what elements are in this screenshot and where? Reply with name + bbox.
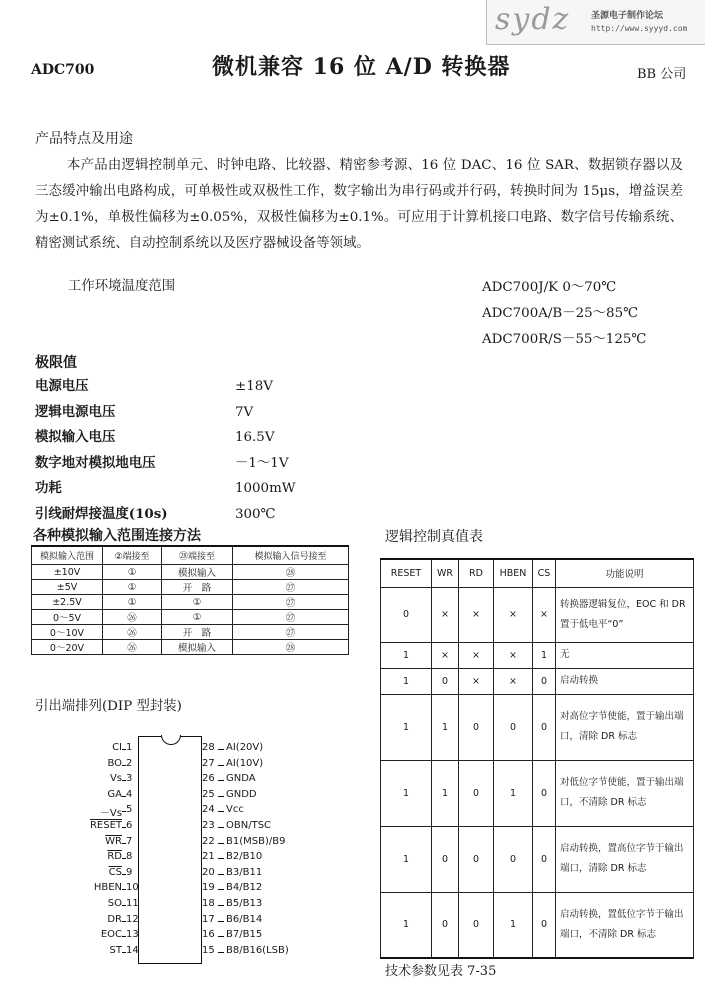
cell: 1 — [432, 760, 459, 826]
cell: ① — [162, 610, 233, 625]
header-cell: 模拟输入信号接至 — [233, 546, 349, 565]
cell: 启动转换，置低位字节于输出端口，不清除 DR 标志 — [556, 892, 694, 958]
pin-lead — [218, 905, 224, 906]
cell: 1 — [494, 760, 533, 826]
limit-row — [35, 476, 355, 502]
cell: ±5V — [32, 580, 103, 595]
pin-row-left — [70, 773, 140, 787]
pin-name: B1(MSB)/B9 — [226, 835, 286, 847]
pin-row-right — [200, 929, 360, 943]
pin-row-left — [70, 929, 140, 943]
temp-range-list — [482, 275, 646, 353]
cell: ㉗ — [233, 595, 349, 610]
pin-name: －Vs — [99, 808, 122, 820]
pin-name: $\overline{WR}$ — [105, 835, 122, 847]
pin-number: 2 — [126, 757, 133, 769]
pin-row-right — [200, 758, 360, 772]
pin-number: 28 — [202, 742, 215, 753]
table-header-row — [381, 559, 694, 587]
pin-lead — [218, 952, 224, 953]
pin-name: CI — [112, 742, 122, 753]
pin-name: ST — [109, 944, 122, 956]
pin-row-left — [70, 851, 140, 865]
cell: 0 — [459, 760, 494, 826]
pin-number: 22 — [202, 835, 215, 847]
table-row — [32, 565, 349, 580]
limit-label: 电源电压 — [35, 378, 89, 394]
pin-name: AI(10V) — [226, 757, 264, 769]
limit-value: 16.5V — [235, 430, 275, 445]
pin-row-left — [70, 867, 140, 881]
truth-table-heading: 逻辑控制真值表 — [385, 529, 483, 545]
cell: ㉗ — [233, 580, 349, 595]
pin-row-left — [70, 820, 140, 834]
cell: 1 — [381, 642, 432, 668]
pin-number: 5 — [126, 804, 133, 816]
pin-lead — [218, 811, 224, 812]
cell: ±2.5V — [32, 595, 103, 610]
limit-value: ±18V — [235, 379, 273, 394]
cell: 模拟输入 — [162, 565, 233, 580]
pinout-heading: 引出端排列(DIP 型封装) — [35, 699, 182, 714]
pin-name: B8/B16(LSB) — [226, 944, 289, 956]
table-row — [381, 694, 694, 760]
cell: ㉘ — [233, 565, 349, 580]
cell: 0 — [432, 668, 459, 694]
cell: 0 — [381, 587, 432, 642]
pin-name: B5/B13 — [226, 898, 263, 909]
pin-row-left — [70, 914, 140, 928]
cell: × — [432, 587, 459, 642]
features-heading: 产品特点及用途 — [35, 131, 133, 147]
cell: 开 路 — [162, 580, 233, 595]
cell: 0 — [432, 826, 459, 892]
cell: ① — [103, 580, 162, 595]
pin-number: 26 — [202, 773, 215, 785]
cell: 0 — [533, 668, 556, 694]
header-cell: WR — [432, 559, 459, 587]
pin-row-right — [200, 945, 360, 959]
pin-number: 11 — [126, 898, 139, 909]
truth-table — [380, 558, 694, 959]
cell: × — [459, 642, 494, 668]
pin-row-right — [200, 789, 360, 803]
cell: 0 — [459, 892, 494, 958]
cell: × — [494, 668, 533, 694]
limit-value: 300℃ — [235, 506, 276, 522]
pin-row-right — [200, 882, 360, 896]
pin-number: 14 — [126, 944, 139, 956]
pin-name: $\overline{RD}$ — [107, 851, 122, 863]
pin-row-left — [70, 945, 140, 959]
cell: 0 — [432, 892, 459, 958]
pin-name: GNDA — [226, 773, 256, 785]
temp-range-item: ADC700J/K 0～70℃ — [482, 280, 617, 295]
pin-number: 19 — [202, 882, 215, 894]
pin-number: 12 — [126, 913, 139, 925]
page-title: 微机兼容 16 位 A/D 转换器 — [212, 54, 511, 80]
pin-name: B6/B14 — [226, 913, 263, 925]
header-cell: ㉘端接至 — [162, 546, 233, 565]
cell: 模拟输入 — [162, 640, 233, 655]
limits-heading: 极限值 — [35, 355, 77, 371]
table-row — [381, 668, 694, 694]
cell: 1 — [381, 668, 432, 694]
pin-lead — [218, 874, 224, 875]
features-paragraph: 本产品由逻辑控制单元、时钟电路、比较器、精密参考源、16 位 DAC、16 位 SAR、数据锁存器以及三态缓冲输出电路构成，可单极性或双极性工作，数字输出为串行码或并行码，转换时间为 15μs，增益误差为±0.1%，单极性偏移为±0.05%，双极性偏移为±0.1%。可应用于计算机接口电路、数字信号传输系统、精密测试系统、自动控制系统以及医疗器械设备等领域。 — [35, 158, 683, 251]
table-row — [381, 642, 694, 668]
header-cell: RESET — [381, 559, 432, 587]
cell: ㉖ — [103, 610, 162, 625]
pin-name: EOC — [100, 929, 122, 941]
pin-lead — [218, 858, 224, 859]
cell: ㉗ — [233, 610, 349, 625]
header-cell: RD — [459, 559, 494, 587]
pin-row-right — [200, 914, 360, 928]
cell: ㉖ — [103, 625, 162, 640]
pin-row-right — [200, 867, 360, 881]
pin-number: 27 — [202, 757, 215, 769]
pin-name: GA — [107, 788, 122, 800]
header-cell: 功能说明 — [556, 559, 694, 587]
pin-number: 3 — [126, 773, 133, 785]
limit-row — [35, 425, 355, 451]
table-row — [32, 640, 349, 655]
cell: 0 — [494, 694, 533, 760]
temp-range-item: ADC700A/B－25～85℃ — [482, 306, 639, 321]
pin-number: 10 — [126, 882, 139, 894]
cell: 启动转换，置高位字节于输出端口，清除 DR 标志 — [556, 826, 694, 892]
cell: 0～20V — [32, 640, 103, 655]
pin-row-right — [200, 742, 360, 756]
pin-lead — [218, 827, 224, 828]
table-row — [32, 580, 349, 595]
pin-number: 7 — [126, 835, 133, 847]
pin-row-right — [200, 804, 360, 818]
pin-name: GNDD — [226, 788, 257, 800]
pin-name: B4/B12 — [226, 882, 263, 894]
cell: × — [533, 587, 556, 642]
cell: 0 — [459, 694, 494, 760]
pin-lead — [218, 921, 224, 922]
pin-lead — [218, 780, 224, 781]
pin-name: AI(20V) — [226, 742, 264, 753]
cell: ① — [103, 595, 162, 610]
cell: 对高位字节使能，置于输出端口，清除 DR 标志 — [556, 694, 694, 760]
limit-value: 1000mW — [235, 481, 296, 496]
table-row — [32, 595, 349, 610]
pin-name: Vcc — [226, 804, 244, 816]
cell: 0 — [533, 826, 556, 892]
limit-label: 数字地对模拟地电压 — [35, 454, 156, 471]
pin-row-left — [70, 898, 140, 912]
cell: ㉗ — [233, 625, 349, 640]
header-cell: ②端接至 — [103, 546, 162, 565]
pin-number: 25 — [202, 788, 215, 800]
range-table — [31, 545, 349, 655]
cell: ㉖ — [103, 640, 162, 655]
table-header-row — [32, 546, 349, 565]
cell: 启动转换 — [556, 668, 694, 694]
table-row — [381, 587, 694, 642]
pin-number: 6 — [126, 820, 133, 831]
cell: 0～5V — [32, 610, 103, 625]
range-table-heading: 各种模拟输入范围连接方法 — [33, 528, 201, 544]
model-number: ADC700 — [31, 62, 95, 78]
cell: ① — [162, 595, 233, 610]
pin-row-left — [70, 789, 140, 803]
pin-row-left — [70, 836, 140, 850]
limit-value: －1～1V — [235, 455, 289, 471]
pin-lead — [218, 749, 224, 750]
watermark-logo — [486, 0, 705, 45]
header-cell: CS — [533, 559, 556, 587]
pin-lead — [218, 889, 224, 890]
pin-name: HBEN — [93, 882, 122, 894]
watermark-mark: sydz — [495, 2, 571, 37]
cell: 1 — [381, 826, 432, 892]
pin-lead — [218, 843, 224, 844]
cell: 0 — [533, 892, 556, 958]
limit-label: 模拟输入电压 — [35, 429, 116, 445]
pin-name: DR — [107, 913, 122, 925]
pin-row-left — [70, 882, 140, 896]
watermark-url: http://www.syyyd.com — [591, 24, 688, 33]
pin-name: OBN/TSC — [226, 820, 272, 831]
pin-name: BO — [107, 757, 122, 769]
pin-number: 18 — [202, 898, 215, 909]
cell: 对低位字节使能，置于输出端口，不清除 DR 标志 — [556, 760, 694, 826]
ic-package — [138, 736, 202, 964]
pin-row-right — [200, 898, 360, 912]
cell: 1 — [494, 892, 533, 958]
cell: ±10V — [32, 565, 103, 580]
cell: 0 — [533, 760, 556, 826]
limit-label: 逻辑电源电压 — [35, 403, 116, 420]
pin-number: 4 — [126, 788, 133, 800]
pin-number: 24 — [202, 804, 215, 816]
pin-name: SO — [107, 898, 122, 909]
limit-row — [35, 374, 355, 400]
limit-label: 引线耐焊接温度(10s) — [35, 505, 168, 522]
header-cell: 模拟输入范围 — [32, 546, 103, 565]
cell: 0 — [459, 826, 494, 892]
cell: ① — [103, 565, 162, 580]
pin-name: Vs — [109, 773, 122, 785]
cell: ㉘ — [233, 640, 349, 655]
limit-row — [35, 451, 355, 477]
pin-number: 21 — [202, 851, 215, 863]
pin-row-right — [200, 773, 360, 787]
company-name: BB 公司 — [637, 67, 687, 82]
cell: 0～10V — [32, 625, 103, 640]
cell: × — [432, 642, 459, 668]
cell: × — [459, 587, 494, 642]
pin-number: 23 — [202, 820, 215, 831]
cell: 0 — [533, 694, 556, 760]
limit-row — [35, 400, 355, 426]
cell: 转换器逻辑复位，EOC 和 DR 置于低电平“0” — [556, 587, 694, 642]
cell: 1 — [381, 694, 432, 760]
pin-lead — [218, 936, 224, 937]
ic-notch — [161, 735, 181, 745]
cell: × — [459, 668, 494, 694]
pin-number: 9 — [126, 866, 133, 878]
pin-row-left — [70, 804, 140, 818]
table-row — [381, 760, 694, 826]
limit-row — [35, 502, 355, 528]
cell: 1 — [432, 694, 459, 760]
pin-name: B2/B10 — [226, 851, 263, 863]
pin-lead — [218, 765, 224, 766]
pin-number: 15 — [202, 944, 215, 956]
footnote: 技术参数见表 7-35 — [385, 964, 497, 979]
pin-number: 17 — [202, 913, 215, 925]
pin-name: RESET — [89, 820, 122, 831]
temp-range-item: ADC700R/S－55～125℃ — [482, 332, 647, 347]
pin-name: $\overline{CS}$ — [108, 866, 122, 878]
pin-row-left — [70, 742, 140, 756]
pin-number: 13 — [126, 929, 139, 941]
table-row — [381, 892, 694, 958]
limit-value: 7V — [235, 404, 254, 420]
pin-name: B3/B11 — [226, 866, 263, 878]
pin-number: 1 — [126, 742, 133, 753]
cell: × — [494, 587, 533, 642]
cell: 开 路 — [162, 625, 233, 640]
table-row — [32, 625, 349, 640]
header-cell: HBEN — [494, 559, 533, 587]
cell: 1 — [381, 760, 432, 826]
pin-row-left — [70, 758, 140, 772]
watermark-site-name: 圣源电子制作论坛 — [591, 11, 664, 21]
cell: 1 — [533, 642, 556, 668]
limit-label: 功耗 — [35, 480, 62, 496]
pin-lead — [218, 796, 224, 797]
cell: 1 — [381, 892, 432, 958]
table-row — [32, 610, 349, 625]
pin-number: 20 — [202, 866, 215, 878]
pin-name: B7/B15 — [226, 929, 263, 941]
pin-number: 16 — [202, 929, 215, 941]
pin-row-right — [200, 836, 360, 850]
table-row — [381, 826, 694, 892]
pin-number: 8 — [126, 851, 133, 863]
pin-row-right — [200, 820, 360, 834]
cell: 0 — [494, 826, 533, 892]
cell: × — [494, 642, 533, 668]
pin-row-right — [200, 851, 360, 865]
limits-list — [35, 374, 355, 527]
temp-range-label: 工作环境温度范围 — [68, 279, 176, 294]
cell: 无 — [556, 642, 694, 668]
